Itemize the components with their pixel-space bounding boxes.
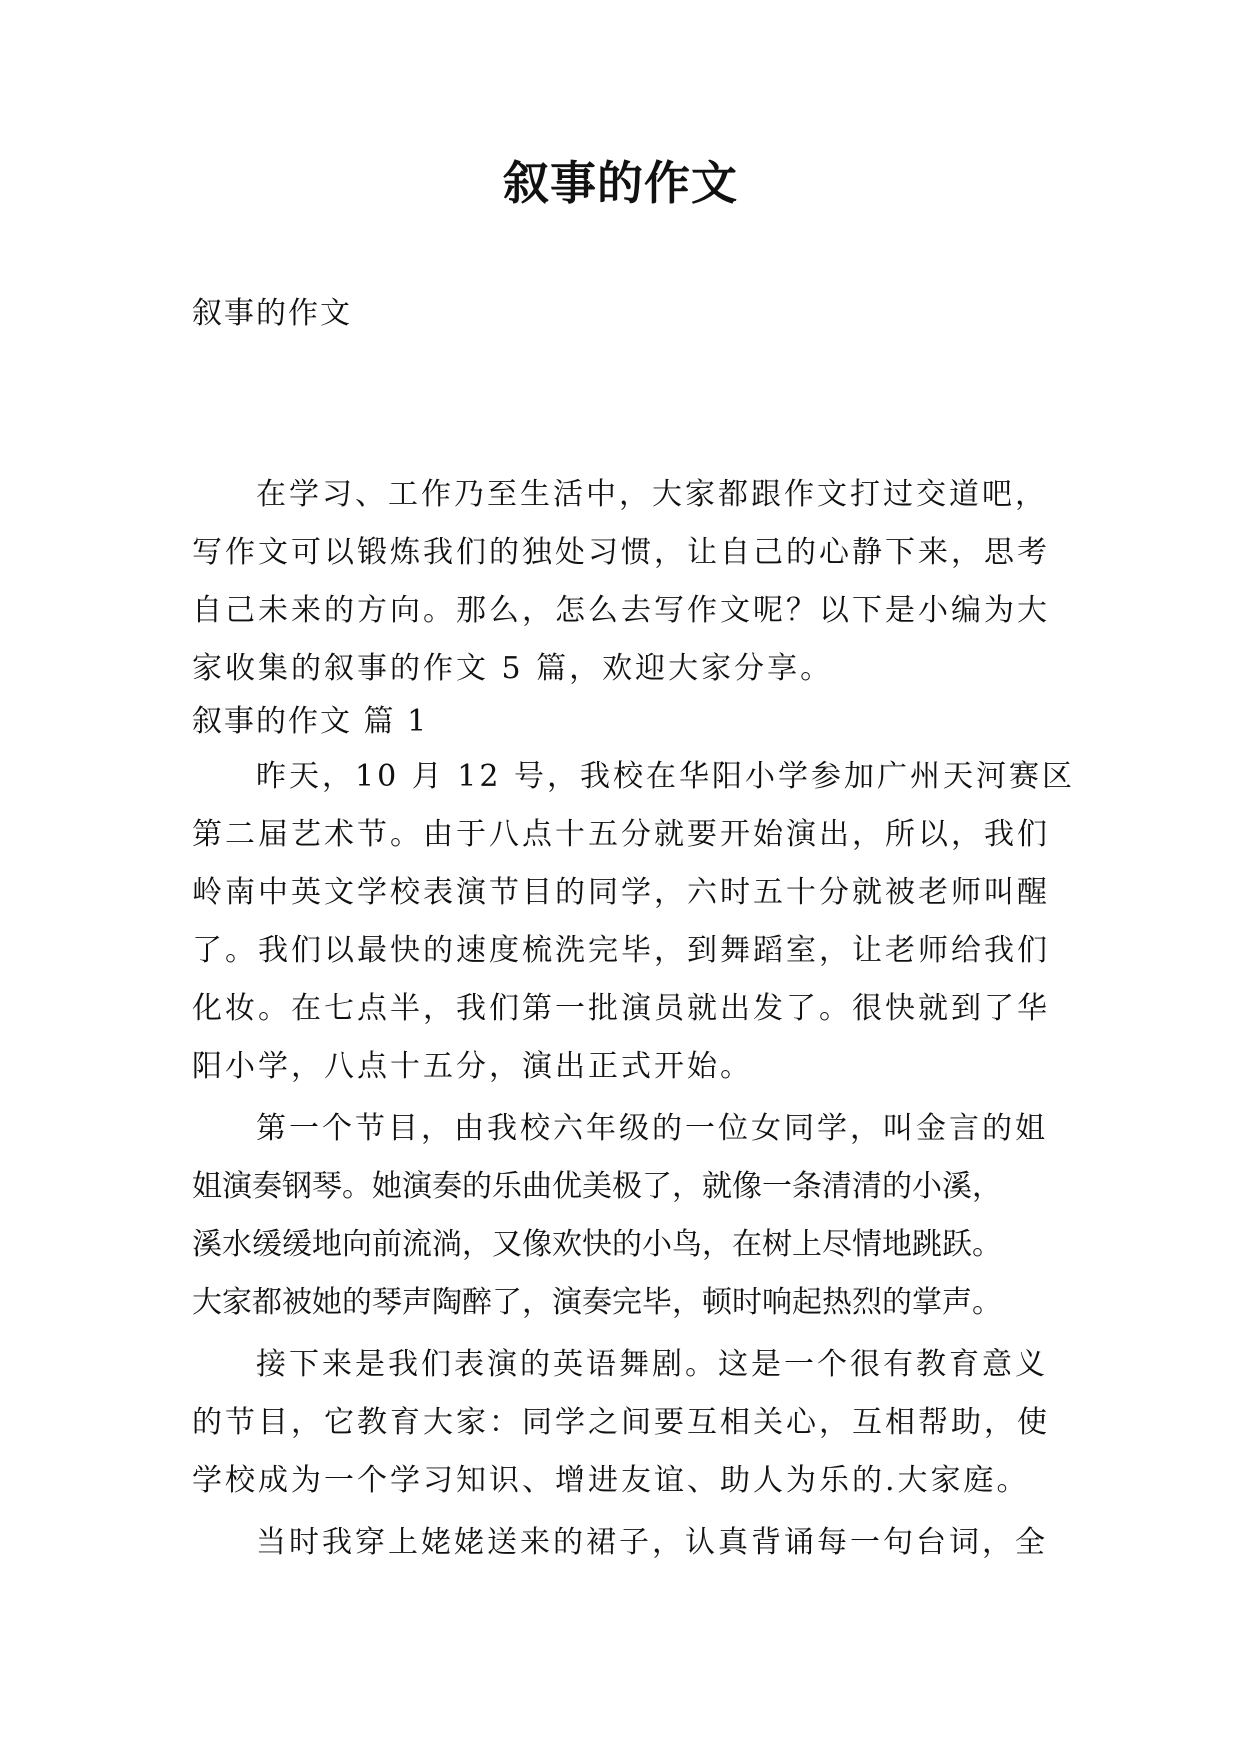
text-line: 大家都被她的琴声陶醉了，演奏完毕，顿时响起热烈的掌声。 <box>192 1285 1002 1320</box>
text-line: 写作文可以锻炼我们的独处习惯，让自己的心静下来，思考 <box>192 535 1050 570</box>
text-line: 姐演奏钢琴。她演奏的乐曲优美极了，就像一条清清的小溪， <box>192 1169 1002 1204</box>
document-body <box>192 466 1075 1572</box>
text-line: 自己未来的方向。那么，怎么去写作文呢？以下是小编为大 <box>192 593 1050 628</box>
body-paragraph <box>192 1100 1072 1332</box>
body-paragraph <box>192 748 1075 1096</box>
text-line: 第二届艺术节。由于八点十五分就要开始演出，所以，我们 <box>192 817 1050 852</box>
text-line: 接下来是我们表演的英语舞剧。这是一个很有教育意义 <box>256 1347 1048 1382</box>
text-line: 阳小学，八点十五分，演出正式开始。 <box>192 1049 753 1084</box>
text-line: 了。我们以最快的速度梳洗完毕，到舞蹈室，让老师给我们 <box>192 933 1050 968</box>
text-line: 的节目，它教育大家：同学之间要互相关心，互相帮助，使 <box>192 1405 1050 1440</box>
text-line: 岭南中英文学校表演节目的同学，六时五十分就被老师叫醒 <box>192 875 1050 910</box>
text-line: 当时我穿上姥姥送来的裙子，认真背诵每一句台词，全 <box>256 1525 1048 1560</box>
text-line: 第一个节目，由我校六年级的一位女同学，叫金言的姐 <box>256 1111 1048 1146</box>
body-paragraph <box>192 1336 1072 1510</box>
text-line: 昨天，10 月 12 号，我校在华阳小学参加广州天河赛区 <box>256 759 1075 794</box>
section-heading: 叙事的作文 篇 1 <box>192 704 429 739</box>
text-line: 化妆。在七点半，我们第一批演员就出发了。很快就到了华 <box>192 991 1050 1026</box>
body-paragraph <box>192 1514 1072 1572</box>
text-line: 家收集的叙事的作文 5 篇，欢迎大家分享。 <box>192 651 834 686</box>
text-line: 在学习、工作乃至生活中，大家都跟作文打过交道吧， <box>256 477 1048 512</box>
text-line: 学校成为一个学习知识、增进友谊、助人为乐的.大家庭。 <box>192 1463 1030 1498</box>
intro-paragraph <box>192 466 1072 698</box>
document-title: 叙事的作文 <box>503 156 738 210</box>
text-line: 溪水缓缓地向前流淌，又像欢快的小鸟，在树上尽情地跳跃。 <box>192 1227 1002 1262</box>
document-subtitle: 叙事的作文 <box>192 296 352 331</box>
